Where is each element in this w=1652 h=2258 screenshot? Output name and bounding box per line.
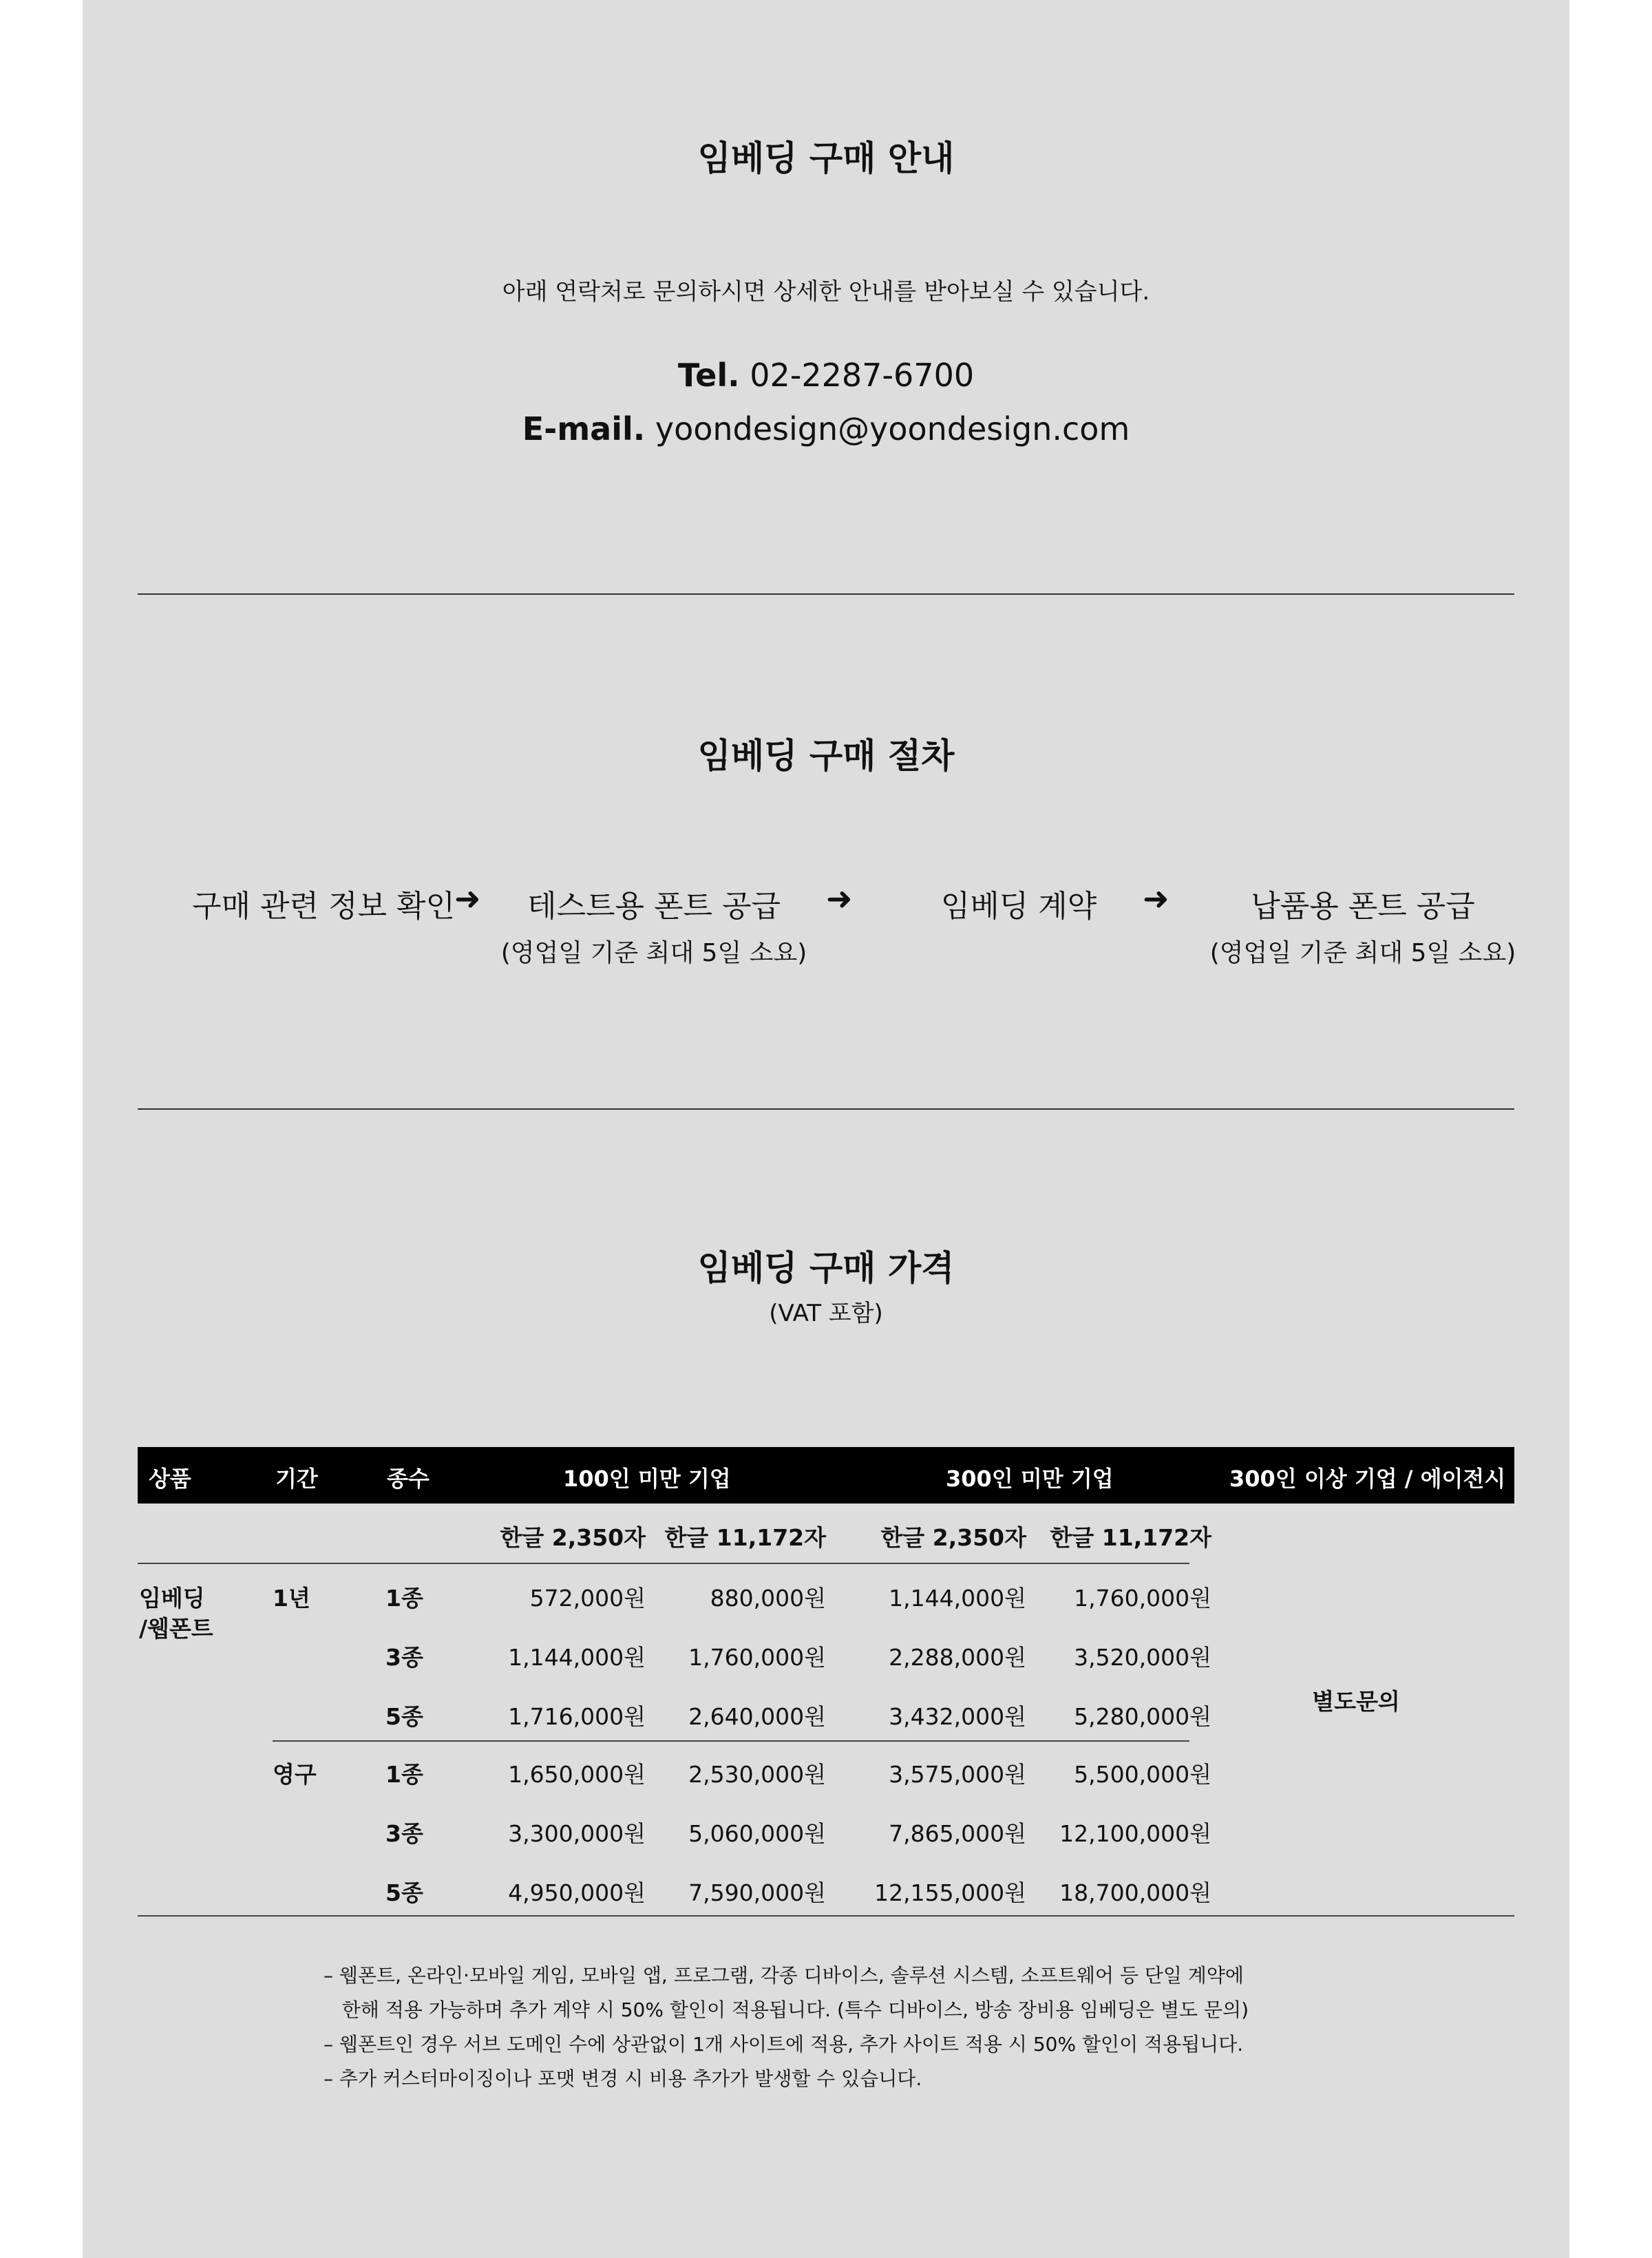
price-cell: 5,060,000원 [688, 1820, 826, 1847]
header-group-under-300: 300인 미만 기업 [946, 1466, 1114, 1492]
arrow-icon: ➜ [1143, 880, 1169, 917]
step-note: (영업일 기준 최대 5일 소요) [500, 939, 807, 967]
section-divider [138, 1108, 1514, 1110]
arrow-icon: ➜ [454, 880, 481, 917]
email-line [83, 410, 1569, 447]
price-cell: 1,760,000원 [1074, 1585, 1211, 1612]
price-cell: 4,950,000원 [508, 1879, 646, 1906]
price-cell: 3,575,000원 [889, 1761, 1026, 1788]
subheader-2350: 한글 2,350자 [880, 1524, 1026, 1551]
price-cell: 12,155,000원 [874, 1879, 1026, 1906]
note-line: – 웹폰트인 경우 서브 도메인 수에 상관없이 1개 사이트에 적용, 추가 사이트 적용 시 50% 할인이 적용됩니다. [324, 2033, 1244, 2056]
period-label: 1년 [273, 1585, 310, 1612]
header-group-under-100: 100인 미만 기업 [563, 1466, 731, 1492]
product-label: /웹폰트 [139, 1615, 213, 1642]
tel-label: Tel. [677, 357, 740, 394]
price-cell: 2,288,000원 [889, 1644, 1026, 1671]
count-cell: 1종 [385, 1585, 423, 1612]
step-note: (영업일 기준 최대 5일 소요) [1209, 939, 1516, 967]
inquiry-cell: 별도문의 [1312, 1688, 1400, 1715]
price-cell: 3,432,000원 [889, 1703, 1026, 1730]
price-cell: 1,760,000원 [688, 1644, 826, 1671]
header-group-300-plus: 300인 이상 기업 / 에이전시 [1229, 1466, 1506, 1492]
price-cell: 1,650,000원 [508, 1761, 646, 1788]
content-panel [83, 0, 1569, 2258]
price-cell: 18,700,000원 [1059, 1879, 1211, 1906]
price-cell: 5,280,000원 [1074, 1703, 1211, 1730]
price-cell: 7,865,000원 [889, 1820, 1026, 1847]
count-cell: 5종 [385, 1879, 423, 1906]
pricing-subtitle: (VAT 포함) [769, 1300, 883, 1327]
procedure-step-2 [496, 881, 812, 969]
price-cell: 3,300,000원 [508, 1820, 646, 1847]
purchase-info-intro: 아래 연락처로 문의하시면 상세한 안내를 받아보실 수 있습니다. [502, 278, 1150, 306]
count-cell: 1종 [385, 1761, 423, 1788]
step-label: 구매 관련 정보 확인 [192, 889, 455, 924]
price-cell: 2,640,000원 [688, 1703, 826, 1730]
step-label: 임베딩 계약 [940, 889, 1097, 924]
procedure-step-1 [179, 881, 468, 925]
count-cell: 3종 [385, 1644, 423, 1671]
period-label: 영구 [273, 1761, 317, 1788]
email-value[interactable]: yoondesign@yoondesign.com [655, 410, 1130, 447]
procedure-step-3 [881, 881, 1156, 925]
price-cell: 7,590,000원 [688, 1879, 826, 1906]
price-cell: 2,530,000원 [688, 1761, 826, 1788]
tel-line [83, 357, 1569, 394]
tel-value[interactable]: 02-2287-6700 [750, 357, 975, 394]
purchase-info-title: 임베딩 구매 안내 [697, 138, 955, 178]
row-divider [273, 1740, 1189, 1742]
header-count: 종수 [387, 1466, 430, 1492]
price-cell: 1,716,000원 [508, 1703, 646, 1730]
subheader-11172: 한글 11,172자 [664, 1524, 826, 1551]
subheader-11172: 한글 11,172자 [1050, 1524, 1211, 1551]
price-cell: 1,144,000원 [508, 1644, 646, 1671]
step-label: 납품용 폰트 공급 [1251, 889, 1475, 924]
price-cell: 880,000원 [710, 1585, 826, 1612]
step-label: 테스트용 폰트 공급 [527, 889, 781, 924]
count-cell: 5종 [385, 1703, 423, 1730]
procedure-title: 임베딩 구매 절차 [697, 736, 955, 776]
arrow-icon: ➜ [826, 880, 853, 917]
procedure-step-4 [1205, 881, 1521, 969]
email-label: E-mail. [522, 410, 646, 447]
count-cell: 3종 [385, 1820, 423, 1847]
price-cell: 5,500,000원 [1074, 1761, 1211, 1788]
price-cell: 1,144,000원 [889, 1585, 1026, 1612]
row-divider [138, 1563, 1189, 1564]
pricing-title: 임베딩 구매 가격 [697, 1248, 955, 1288]
note-line: 한해 적용 가능하며 추가 계약 시 50% 할인이 적용됩니다. (특수 디바이스, 방송 장비용 임베딩은 별도 문의) [324, 1998, 1249, 2021]
header-product: 상품 [149, 1466, 191, 1492]
pricing-notes [324, 1959, 1249, 2096]
note-line: – 웹폰트, 온라인·모바일 게임, 모바일 앱, 프로그램, 각종 디바이스, 솔루션 시스템, 소프트웨어 등 단일 계약에 [324, 1964, 1244, 1987]
header-period: 기간 [275, 1466, 318, 1492]
section-divider [138, 593, 1514, 595]
product-label: 임베딩 [139, 1585, 205, 1612]
note-line: – 추가 커스터마이징이나 포맷 변경 시 비용 추가가 발생할 수 있습니다. [324, 2067, 922, 2090]
price-cell: 3,520,000원 [1074, 1644, 1211, 1671]
table-bottom-border [138, 1915, 1514, 1917]
price-cell: 572,000원 [529, 1585, 646, 1612]
table-header [138, 1447, 1514, 1503]
price-cell: 12,100,000원 [1059, 1820, 1211, 1847]
subheader-2350: 한글 2,350자 [500, 1524, 646, 1551]
